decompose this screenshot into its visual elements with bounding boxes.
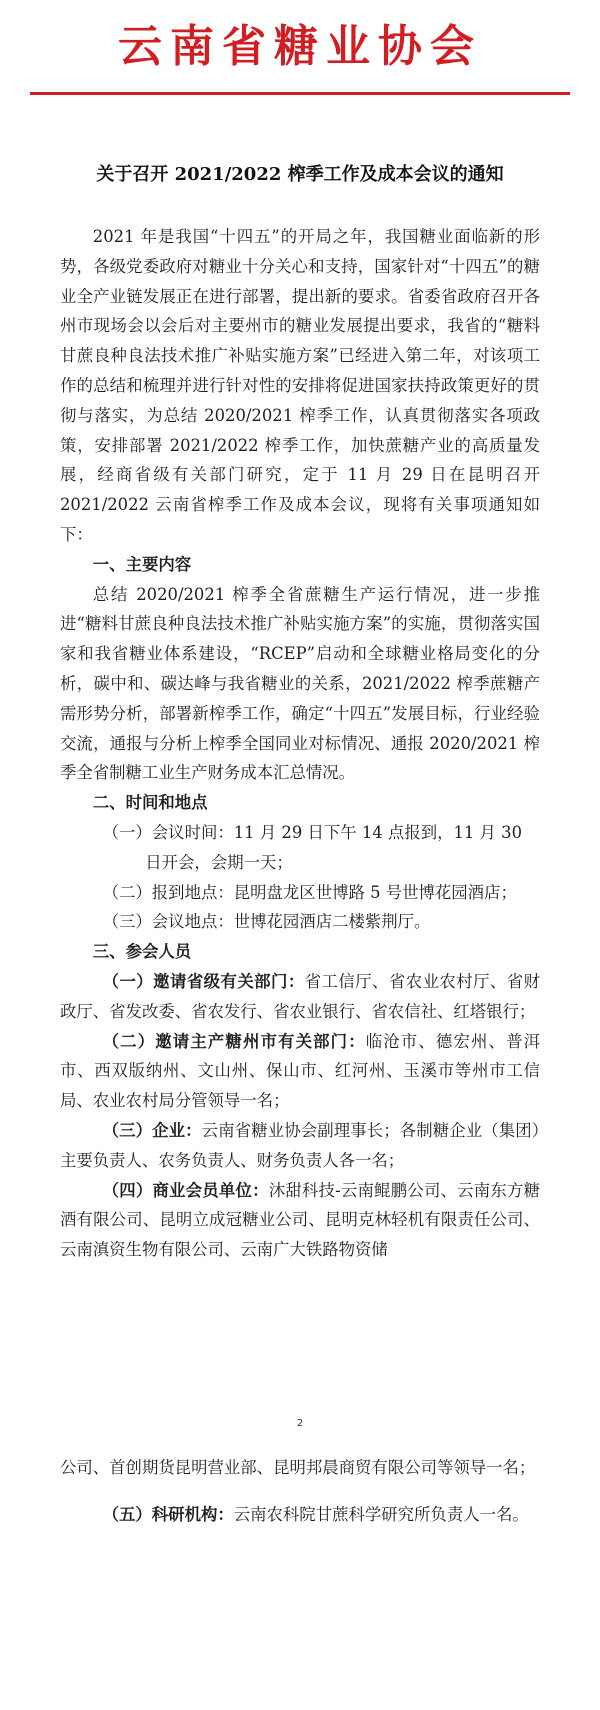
- section-heading-time-place: 二、时间和地点: [92, 793, 208, 813]
- check-in-location-item: （二）报到地点：昆明盘龙区世博路 5 号世博花园酒店；: [102, 882, 517, 902]
- attendee-item-research: [60, 1499, 540, 1530]
- header-red-rule: [30, 92, 570, 95]
- attendee-text: 沐甜科技-云南鲲鹏公司、云南东方糖酒有限公司、昆明立成冠糖业公司、昆明克林轻机有限责任公司、云南滇资生物有限公司、云南广大铁路物资储: [60, 1180, 540, 1260]
- meeting-time-continuation: 日开会，会期一天；: [145, 852, 293, 872]
- attendee-item-enterprises: [60, 1116, 540, 1176]
- meeting-time-item: （一）会议时间：11 月 29 日下午 14 点报到，11 月 30: [102, 822, 523, 842]
- attendee-text: 云南农科院甘蔗科学研究所负责人一名。: [233, 1505, 529, 1524]
- org-masthead: 云南省糖业协会: [118, 21, 482, 72]
- document-body: [60, 222, 540, 1265]
- attendee-item-commercial: [60, 1176, 540, 1265]
- meeting-venue-item: （三）会议地点：世博花园酒店二楼紫荆厅。: [102, 912, 431, 932]
- attendee-item-provincial: [60, 967, 540, 1027]
- page-number: 2: [296, 1418, 304, 1429]
- document-title: 关于召开 2021/2022 榨季工作及成本会议的通知: [96, 164, 504, 185]
- attendee-label: （一）邀请省级有关部门：: [102, 971, 305, 991]
- section-content-paragraph: 总结 2020/2021 榨季全省蔗糖生产运行情况，进一步推进“糖料甘蔗良种良法技术推广补贴实施方案”的实施，贯彻落实国家和我省糖业体系建设，“RCEP”启动和全球糖业格局变化的分析，碳中和、碳达峰与我省糖业的关系，2021/2022 榨季蔗糖产需形势分析，部署新榨季工作，确定“十四五”发展目标，行业经验交流，通报与分析上榨季全国同业对标情况、通报 2020/2021 榨季全省制糖工业生产财务成本汇总情况。: [60, 584, 540, 783]
- attendee-commercial-continuation: 公司、首创期货昆明营业部、昆明邦晨商贸有限公司等领导一名；: [60, 1458, 536, 1477]
- attendee-text: 省工信厅、省农业农村厅、省财政厅、省发改委、省农发行、省农业银行、省农信社、红塔银行；: [60, 971, 541, 1021]
- attendee-text: 临沧市、德宏州、普洱市、西双版纳州、文山州、保山市、红河州、玉溪市等州市工信局、农业农村局分管领导一名；: [60, 1031, 541, 1111]
- intro-paragraph: 2021 年是我国“十四五”的开局之年，我国糖业面临新的形势，各级党委政府对糖业十分关心和支持，国家针对“十四五”的糖业全产业链发展正在进行部署，提出新的要求。省委省政府召开各州市现场会以会后对主要州市的糖业发展提出要求，我省的“糖料甘蔗良种良法技术推广补贴实施方案”已经进入第二年，对该项工作的总结和梳理并进行针对性的安排将促进国家扶持政策更好的贯彻与落实，为总结 2020/2021 榨季工作，认真贯彻落实各项政策，安排部署 2021/2022 榨季工作，加快蔗糖产业的高质量发展，经商省级有关部门研究，定于 11 月 29 日在昆明召开 2021/2022 云南省榨季工作及成本会议，现将有关事项通知如下：: [60, 227, 540, 544]
- attendee-text: 云南省糖业协会副理事长；各制糖企业（集团）主要负责人、农务负责人、财务负责人各一名；: [60, 1120, 540, 1170]
- section-heading-content: 一、主要内容: [92, 554, 192, 574]
- attendee-label: （四）商业会员单位：: [102, 1180, 269, 1200]
- attendee-label: （三）企业：: [102, 1120, 202, 1140]
- section-heading-attendees: 三、参会人员: [92, 942, 192, 962]
- attendee-label: （五）科研机构：: [102, 1505, 234, 1524]
- document-body-continued: [60, 1452, 540, 1530]
- attendee-item-prefectures: [60, 1027, 540, 1116]
- attendee-label: （二）邀请主产糖州市有关部门：: [102, 1031, 366, 1051]
